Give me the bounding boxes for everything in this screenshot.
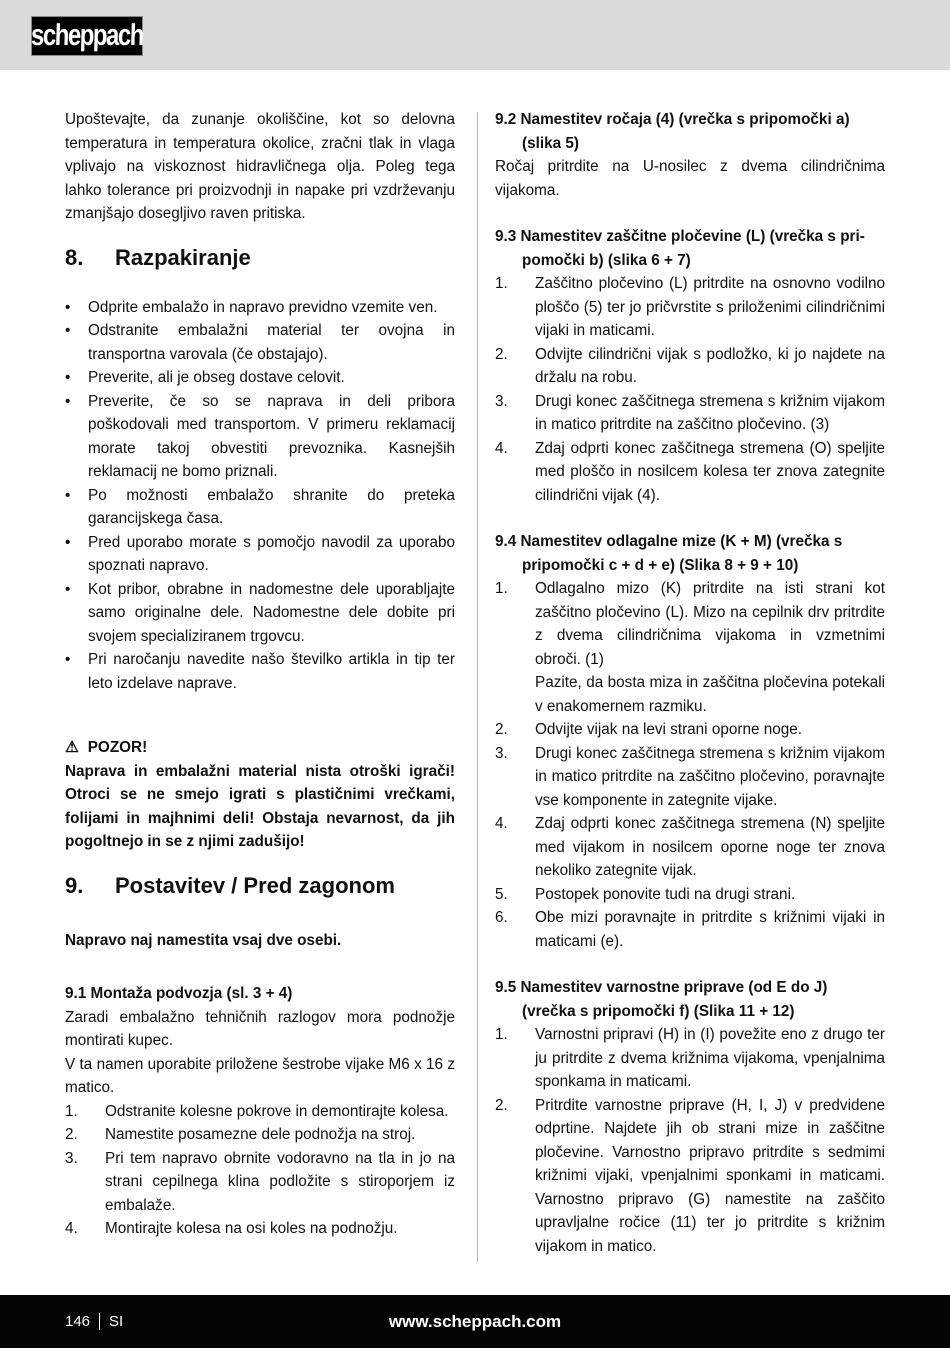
left-column — [65, 108, 455, 1241]
list-item — [65, 366, 455, 390]
step-number: 2. — [65, 1126, 78, 1143]
step-text: Varnostni pripravi (H) in (I) povežite eno z drugo ter ju pritrdite z dvema križnima vijakoma, vpenjalnima sponkama in maticami. — [535, 1026, 885, 1090]
list-item — [495, 906, 885, 953]
column-divider — [477, 112, 478, 1262]
bullet-glyph: • — [65, 322, 71, 339]
footer-page-number: 146 — [65, 1313, 91, 1330]
list-item — [65, 1217, 455, 1241]
attention-block — [65, 736, 455, 854]
step-number: 1. — [495, 275, 508, 292]
section-9-4-steps — [495, 577, 885, 953]
list-item — [65, 390, 455, 484]
list-item — [495, 437, 885, 508]
bullet-text: Po možnosti embalažo shranite do preteka garancijskega časa. — [88, 486, 455, 527]
bullet-glyph: • — [65, 533, 71, 551]
step-number: 2. — [495, 721, 508, 738]
attention-title — [65, 736, 455, 760]
section-8-number: 8. — [65, 244, 84, 270]
step-number: 5. — [495, 885, 508, 903]
footer-page-info — [65, 1295, 123, 1348]
step-text: Zdaj odprti konec zaščitnega stremena (N) speljite med vijakom in nosilcem oporne noge ter znova nekoliko zategnite vijak. — [535, 815, 885, 879]
bullet-glyph: • — [65, 369, 71, 386]
list-item — [65, 578, 455, 649]
step-text: Odvijte vijak na levi strani oporne noge. — [535, 721, 802, 738]
footer-language-code: SI — [109, 1313, 124, 1330]
step-number: 3. — [495, 392, 508, 410]
heading-line-1: 9.4 Namestitev odlagalne mize (K + M) (vrečka s — [495, 533, 843, 550]
list-item — [495, 742, 885, 813]
list-item — [65, 648, 455, 695]
heading-line-2: (slika 5) — [522, 134, 579, 152]
step-number: 2. — [495, 1096, 508, 1114]
section-9-2-paragraph: Ročaj pritrdite na U-nosilec z dvema cilindričnima vijakoma. — [495, 158, 885, 199]
bullet-glyph: • — [65, 298, 71, 316]
step-number: 2. — [495, 345, 508, 363]
step-number: 3. — [495, 744, 508, 762]
list-item — [495, 718, 885, 742]
step-number: 1. — [65, 1102, 78, 1120]
list-item — [65, 484, 455, 531]
header-band — [0, 0, 950, 70]
step-text: Pri tem napravo obrnite vodoravno na tla in jo na strani cepilnega klina podložite s stiroporjem iz embalaže. — [105, 1149, 455, 1214]
list-item — [495, 390, 885, 437]
section-9-3-steps — [495, 272, 885, 507]
step-text: Obe mizi poravnajte in pritrdite s križnimi vijaki in maticami (e). — [535, 909, 885, 950]
bullet-glyph: • — [65, 486, 71, 504]
scheppach-logo — [31, 16, 143, 56]
bullet-text: Preverite, če so se naprava in deli pribora poškodovali med transportom. V primeru reklamacij morate takoj obvestiti prevoznika. Kasnejših reklamacij ne bomo priznali. — [88, 392, 455, 480]
two-persons-note: Napravo naj namestita vsaj dve osebi. — [65, 931, 342, 949]
heading-line-1: 9.5 Namestitev varnostne priprave (od E do J) — [495, 979, 828, 996]
section-9-1-steps — [65, 1100, 455, 1241]
section-9-3-heading — [495, 225, 885, 272]
section-9-title: Postavitev / Pred zagonom — [115, 872, 395, 898]
unpacking-bullet-list — [65, 296, 455, 696]
bullet-glyph: • — [65, 392, 71, 410]
step-text: Odstranite kolesne pokrove in demontirajte kolesa. — [105, 1102, 449, 1120]
list-item — [495, 577, 885, 718]
list-item — [65, 531, 455, 578]
bullet-glyph: • — [65, 580, 71, 598]
step-text: Pritrdite varnostne priprave (H, I, J) v predvidene odprtine. Najdete jih ob strani mize in zaščitne pločevine. Varnostno pripravo pritrdite s sedmimi križnimi vijaki, vpenjalnimi sponkami in maticami. Varnostno pripravo (G) namestite na zaščito upravljalne ročice (11) ter jo pritrdite s križnim vijakom in matico. — [535, 1096, 885, 1255]
list-item — [495, 272, 885, 343]
step-number: 4. — [65, 1220, 78, 1237]
section-9-number: 9. — [65, 872, 84, 898]
section-9-1-paragraph-1: Zaradi embalažno tehničnih razlogov mora podnožje montirati kupec. — [65, 1008, 455, 1049]
step-text: Namestite posamezne dele podnožja na stroj. — [105, 1126, 416, 1143]
heading-line-2: (vrečka s pripomočki f) (Slika 11 + 12) — [522, 1002, 795, 1020]
section-9-1-paragraph-2: V ta namen uporabite priložene šestrobe vijake M6 x 16 z matico. — [65, 1055, 455, 1096]
heading-line-1: 9.3 Namestitev zaščitne pločevine (L) (vrečka s pri- — [495, 228, 865, 245]
footer-url: www.scheppach.com — [388, 1311, 562, 1331]
list-item — [495, 1023, 885, 1094]
step-number: 4. — [495, 815, 508, 832]
right-column — [495, 108, 885, 1258]
section-8-heading — [65, 245, 455, 271]
bullet-text: Kot pribor, obrabne in nadomestne dele uporabljajte samo originalne dele. Nadomestne dele dobite pri svojem specializiranem trgovcu. — [88, 580, 455, 645]
bullet-text: Preverite, ali je obseg dostave celovit. — [88, 369, 345, 386]
list-item — [495, 812, 885, 883]
step-text-main: Odlagalno mizo (K) pritrdite na isti strani kot zaščitno pločevino (L). Mizo na cepilnik drv pritrdite z dvema cilindričnima vijakoma in vzmetnimi obroči. (1) — [535, 580, 885, 668]
list-item — [65, 1100, 455, 1124]
step-text: Drugi konec zaščitnega stremena s križnim vijakom in matico pritrdite na zaščitno pločevino, poravnajte vse komponente in zategnite vijake. — [535, 744, 885, 809]
heading-line-2: pripomočki c + d + e) (Slika 8 + 9 + 10) — [522, 556, 799, 574]
heading-line-1: 9.2 Namestitev ročaja (4) (vrečka s pripomočki a) — [495, 111, 850, 128]
footer-separator — [99, 1313, 100, 1330]
section-9-4-heading — [495, 530, 885, 577]
footer-bar — [0, 1295, 950, 1348]
list-item — [495, 1094, 885, 1259]
scheppach-logo-text: scheppach — [30, 18, 144, 53]
list-item — [495, 343, 885, 390]
bullet-glyph: • — [65, 651, 71, 668]
step-number: 6. — [495, 909, 508, 926]
step-text: Drugi konec zaščitnega stremena s križnim vijakom in matico pritrdite na zaščitno pločevino. (3) — [535, 392, 885, 433]
step-text: Zaščitno pločevino (L) pritrdite na osnovno vodilno ploščo (5) ter jo pričvrstite s priloženimi cilindričnimi vijaki in maticami. — [535, 275, 885, 339]
warning-triangle-icon: ⚠ — [65, 739, 79, 756]
step-text: Odvijte cilindrični vijak s podložko, ki jo najdete na držalu na robu. — [535, 345, 885, 386]
section-9-heading — [65, 873, 455, 899]
step-text: Montirajte kolesa na osi koles na podnožju. — [105, 1220, 398, 1237]
list-item — [65, 319, 455, 366]
step-text-extra: Pazite, da bosta miza in zaščitna pločevina potekali v enakomernem razmiku. — [535, 674, 885, 715]
section-9-5-steps — [495, 1023, 885, 1258]
attention-body: Naprava in embalažni material nista otroški igrači! Otroci se ne smejo igrati s plastičnimi vrečkami, folijami in majhnimi deli! Obstaja nevarnost, da jih pogoltnejo in se z njimi zadušijo! — [65, 762, 455, 850]
list-item — [65, 1123, 455, 1147]
intro-paragraph: Upoštevajte, da zunanje okoliščine, kot so delovna temperatura in temperatura okolice, zračni tlak in vlaga vplivajo na viskoznost hidravličnega olja. Poleg tega lahko tolerance pri proizvodnji in napake pri vzdrževanju zmanjšajo dosegljivo raven pritiska. — [65, 111, 455, 222]
attention-title-text: POZOR! — [87, 739, 148, 756]
list-item — [65, 1147, 455, 1218]
section-8-title: Razpakiranje — [115, 244, 251, 270]
list-item — [495, 883, 885, 907]
step-number: 1. — [495, 580, 508, 597]
step-text: Postopek ponovite tudi na drugi strani. — [535, 885, 796, 903]
step-text — [535, 577, 885, 718]
section-9-1-heading: 9.1 Montaža podvozja (sl. 3 + 4) — [65, 985, 293, 1002]
step-text: Zdaj odprti konec zaščitnega stremena (O) speljite med ploščo in nosilcem kolesa ter znova zategnite cilindrični vijak (4). — [535, 439, 885, 504]
step-number: 4. — [495, 439, 508, 457]
heading-line-2: pomočki b) (slika 6 + 7) — [522, 251, 691, 269]
step-number: 1. — [495, 1026, 508, 1043]
section-9-5-heading — [495, 976, 885, 1023]
bullet-text: Odstranite embalažni material ter ovojna in transportna varovala (če obstajajo). — [88, 322, 455, 363]
bullet-text: Pred uporabo morate s pomočjo navodil za uporabo spoznati napravo. — [88, 533, 455, 574]
step-number: 3. — [65, 1149, 78, 1167]
list-item — [65, 296, 455, 320]
section-9-2-heading — [495, 108, 885, 155]
bullet-text: Pri naročanju navedite našo številko artikla in tip ter leto izdelave naprave. — [88, 651, 455, 692]
bullet-text: Odprite embalažo in napravo previdno vzemite ven. — [88, 298, 438, 316]
